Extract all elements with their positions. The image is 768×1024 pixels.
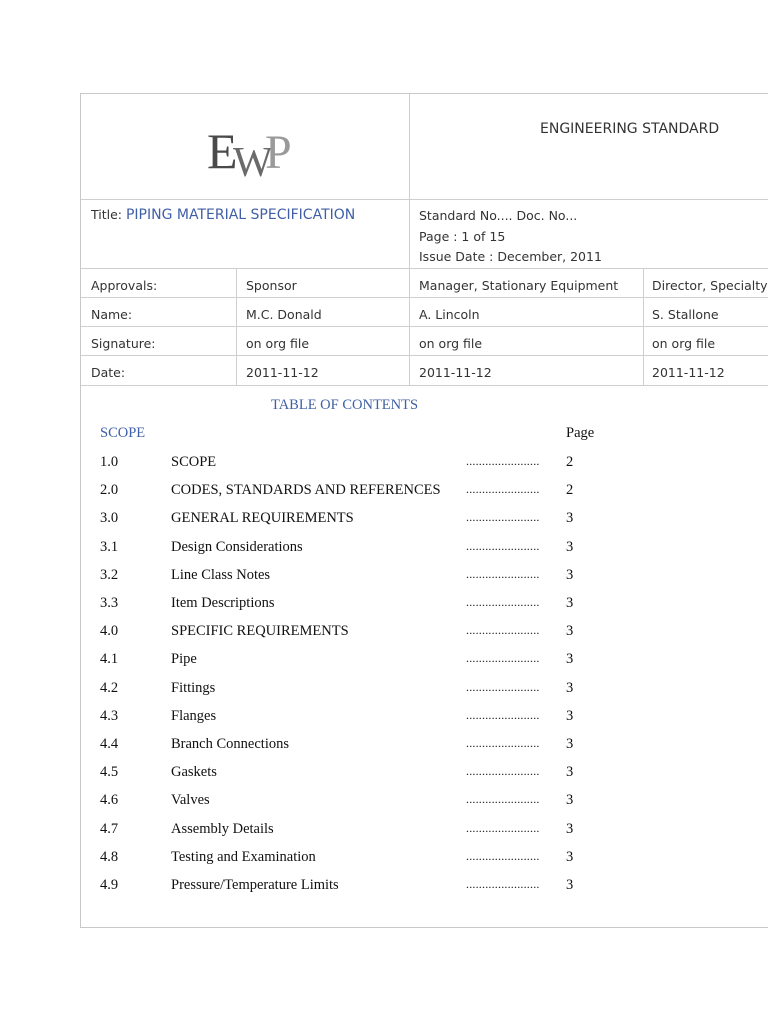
toc-entry-dots[interactable]: ....................... [466,764,540,778]
svg-text:W: W [233,140,273,184]
toc-entry-dots[interactable]: ....................... [466,821,540,835]
toc-entry-page[interactable]: 3 [566,821,574,837]
toc-entry-dots[interactable]: ....................... [466,595,540,609]
approval-manager: Manager, Stationary Equipment [419,278,619,293]
toc-entry-number[interactable]: 4.6 [100,792,119,808]
divider [81,268,768,269]
toc-entry-number[interactable]: 4.1 [100,651,119,667]
name-manager: A. Lincoln [419,307,480,322]
divider [81,355,768,356]
toc-entry-page[interactable]: 3 [566,539,574,555]
divider [409,94,410,385]
toc-entry-dots[interactable]: ....................... [466,736,540,750]
name-label: Name: [91,307,133,322]
toc-heading: TABLE OF CONTENTS [271,397,419,413]
toc-entry-number[interactable]: 1.0 [100,454,119,470]
name-sponsor: M.C. Donald [246,307,322,322]
divider [236,268,237,385]
approvals-label: Approvals: [91,278,158,293]
toc-entry-number[interactable]: 3.2 [100,567,119,583]
toc-entry-page[interactable]: 2 [566,482,574,498]
toc-entry-title[interactable]: Branch Connections [171,736,289,752]
title-field [91,207,355,223]
divider [81,199,768,200]
toc-entry-number[interactable]: 4.0 [100,623,119,639]
toc-entry-title[interactable]: Assembly Details [171,821,274,837]
toc-entry-page[interactable]: 3 [566,680,574,696]
toc-entry-page[interactable]: 3 [566,651,574,667]
svg-text:P: P [265,126,292,179]
toc-entry-dots[interactable]: ....................... [466,567,540,581]
divider [81,385,768,386]
toc-entry-page[interactable]: 2 [566,454,574,470]
signature-label: Signature: [91,336,156,351]
toc-entry-dots[interactable]: ....................... [466,454,540,468]
toc-entry-page[interactable]: 3 [566,510,574,526]
toc-entry-number[interactable]: 4.9 [100,877,119,893]
toc-entry-number[interactable]: 4.2 [100,680,119,696]
toc-entry-dots[interactable]: ....................... [466,708,540,722]
document-title: PIPING MATERIAL SPECIFICATION [125,207,356,223]
name-director: S. Stallone [652,307,719,322]
toc-entry-dots[interactable]: ....................... [466,651,540,665]
toc-entry-page[interactable]: 3 [566,708,574,724]
page-info: Page : 1 of 15 [419,229,506,244]
toc-entry-title[interactable]: CODES, STANDARDS AND REFERENCES [171,482,441,498]
date-sponsor: 2011-11-12 [246,365,319,380]
toc-section-label: SCOPE [100,425,146,441]
toc-entry-page[interactable]: 3 [566,595,574,611]
standard-number: Standard No.... Doc. No... [419,208,578,223]
toc-entry-page[interactable]: 3 [566,764,574,780]
toc-entry-title[interactable]: Design Considerations [171,539,303,555]
toc-entry-title[interactable]: Valves [171,792,210,808]
signature-director: on org file [652,336,716,351]
date-label: Date: [91,365,126,380]
toc-entry-dots[interactable]: ....................... [466,792,540,806]
toc-entry-title[interactable]: SCOPE [171,454,217,470]
toc-entry-title[interactable]: Pressure/Temperature Limits [171,877,339,893]
toc-entry-page[interactable]: 3 [566,623,574,639]
toc-entry-number[interactable]: 3.0 [100,510,119,526]
title-label: Title: [91,207,122,222]
signature-manager: on org file [419,336,483,351]
toc-entry-title[interactable]: GENERAL REQUIREMENTS [171,510,354,526]
toc-entry-dots[interactable]: ....................... [466,623,540,637]
toc-entry-dots[interactable]: ....................... [466,482,540,496]
toc-entry-number[interactable]: 4.4 [100,736,119,752]
toc-entry-title[interactable]: Flanges [171,708,217,724]
toc-entry-page[interactable]: 3 [566,849,574,865]
toc-entry-dots[interactable]: ....................... [466,680,540,694]
toc-entry-dots[interactable]: ....................... [466,539,540,553]
signature-sponsor: on org file [246,336,310,351]
toc-entry-title[interactable]: Item Descriptions [171,595,275,611]
date-manager: 2011-11-12 [419,365,492,380]
toc-entry-title[interactable]: Testing and Examination [171,849,316,865]
issue-date: Issue Date : December, 2011 [419,249,602,264]
toc-entry-page[interactable]: 3 [566,567,574,583]
svg-text:E: E [207,124,238,179]
toc-entry-number[interactable]: 4.3 [100,708,119,724]
toc-entry-page[interactable]: 3 [566,792,574,808]
approval-sponsor: Sponsor [246,278,297,293]
divider [81,297,768,298]
toc-entry-title[interactable]: Fittings [171,680,216,696]
toc-entry-dots[interactable]: ....................... [466,510,540,524]
divider [643,268,644,385]
toc-entry-number[interactable]: 3.3 [100,595,119,611]
date-director: 2011-11-12 [652,365,725,380]
divider [81,326,768,327]
toc-entry-number[interactable]: 3.1 [100,539,119,555]
toc-entry-number[interactable]: 4.8 [100,849,119,865]
toc-entry-number[interactable]: 2.0 [100,482,119,498]
standard-type: ENGINEERING STANDARD [540,121,720,137]
toc-entry-page[interactable]: 3 [566,877,574,893]
toc-entry-dots[interactable]: ....................... [466,849,540,863]
toc-entry-number[interactable]: 4.7 [100,821,119,837]
ewp-logo [207,124,327,184]
toc-entry-title[interactable]: Line Class Notes [171,567,271,583]
toc-entry-title[interactable]: Gaskets [171,764,217,780]
toc-entry-title[interactable]: SPECIFIC REQUIREMENTS [171,623,349,639]
toc-page-label: Page [566,425,595,441]
toc-entry-number[interactable]: 4.5 [100,764,119,780]
approval-director: Director, Specialty [652,278,768,293]
document-page [80,93,768,928]
toc-entry-dots[interactable]: ....................... [466,877,540,891]
toc-entry-page[interactable]: 3 [566,736,574,752]
toc-entry-title[interactable]: Pipe [171,651,197,667]
